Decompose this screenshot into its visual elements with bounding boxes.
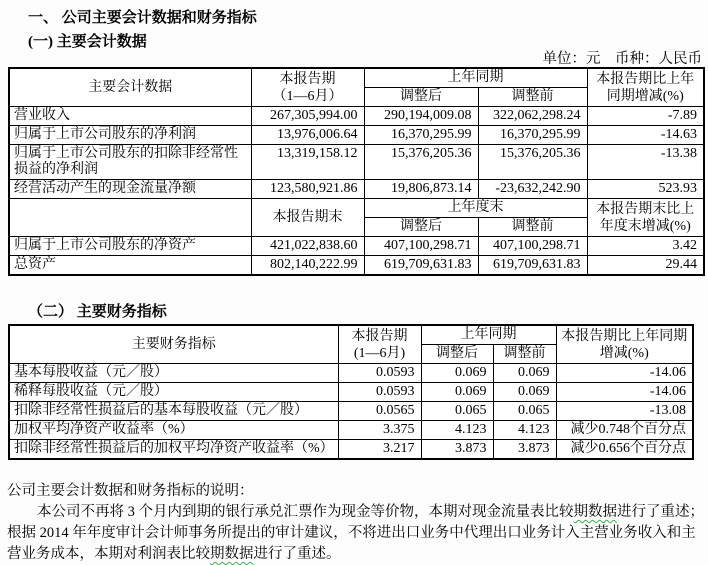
page-title: 一、 公司主要会计数据和财务指标 (28, 10, 257, 26)
col-header-line: 本报告期 (279, 71, 336, 87)
row-label: 营业收入 (9, 107, 251, 126)
cell-value: 290,194,009.08 (364, 107, 478, 126)
cell-value: 802,140,222.99 (251, 256, 364, 276)
cell-value: 0.069 (493, 383, 556, 402)
col-header-current-period (251, 68, 364, 107)
col-header-current-period (338, 325, 421, 364)
cell-value: 322,062,298.24 (478, 107, 587, 126)
col-header-line: 本报告期 (351, 328, 408, 344)
table-row (9, 364, 693, 383)
cell-value: 0.0593 (338, 364, 421, 383)
spellcheck-underlined-text: 期数据 (573, 504, 617, 520)
cell-value: 15,376,205.36 (364, 145, 478, 180)
cell-value: 267,305,994.00 (251, 107, 364, 126)
table-row (9, 145, 704, 180)
cell-value: -14.06 (556, 383, 693, 402)
section-heading-financial-indicators: （二） 主要财务指标 (28, 304, 167, 320)
row-label: 总资产 (9, 256, 251, 276)
row-label: 扣除非经常性损益后的加权平均净资产收益率（%） (9, 440, 338, 460)
cell-value: -14.06 (556, 364, 693, 383)
financial-indicators-table (8, 324, 694, 460)
cell-value: 0.069 (421, 383, 493, 402)
row-label: 基本每股收益（元／股） (9, 364, 338, 383)
col-header-line: 本报告期末比上 (596, 201, 695, 217)
row-label: 归属于上市公司股东的扣除非经常性损益的净利润 (9, 145, 251, 180)
table-row (9, 383, 693, 402)
table-row (9, 107, 704, 126)
table-row (9, 421, 693, 440)
cell-value: 619,709,631.83 (478, 256, 587, 276)
cell-value: 407,100,298.71 (364, 237, 478, 256)
table-row (9, 440, 693, 460)
cell-value: 0.0565 (338, 402, 421, 421)
note-text: 进行了重述； (617, 504, 704, 520)
cell-value: 3.873 (493, 440, 556, 460)
spellcheck-underlined-text: 期数据 (210, 546, 254, 562)
table-row (9, 126, 704, 145)
cell-value: -14.63 (587, 126, 704, 145)
table-row (9, 180, 704, 199)
col-header-line: 增减(%) (599, 345, 649, 361)
row-label: 经营活动产生的现金流量净额 (9, 180, 251, 199)
note-text: 营业务成本，本期对利润表比较 (7, 546, 210, 562)
col-header-change-pct (556, 325, 693, 364)
col-header-line: （1—6月） (272, 88, 343, 104)
cell-value: 421,022,838.60 (251, 237, 364, 256)
cell-value: 4.123 (421, 421, 493, 440)
cell-value: -13.38 (587, 145, 704, 180)
table-row (9, 237, 704, 256)
notes-section (7, 481, 707, 565)
col-header-financial-indicators: 主要财务指标 (9, 325, 338, 364)
note-text: 本公司不再将 3 个月内到期的银行承兑汇票作为现金等价物，本期对现金流量表比较 (37, 504, 574, 520)
cell-value: 3.42 (587, 237, 704, 256)
notes-paragraph-line (7, 502, 707, 523)
cell-value: -23,632,242.90 (478, 180, 587, 199)
cell-value: -13.08 (556, 402, 693, 421)
note-text: 进行了重述。 (253, 546, 341, 562)
col-header-prior-year-end: 上年度末 (364, 199, 587, 218)
col-header-adjusted-after: 调整后 (364, 88, 478, 107)
row-label: 稀释每股收益（元／股） (9, 383, 338, 402)
cell-value: 123,580,921.86 (251, 180, 364, 199)
row-label: 加权平均净资产收益率（%） (9, 421, 338, 440)
cell-value: 16,370,295.99 (478, 126, 587, 145)
cell-value: 16,370,295.99 (364, 126, 478, 145)
col-header-prior-year-period: 上年同期 (364, 68, 587, 88)
note-text: 根据 2014 年年度审计会计师事务所提出的审计建议，不将进出口业务中代理出口业务计入主营业务收入和主 (7, 525, 696, 541)
notes-paragraph-line (7, 523, 707, 544)
table-header-row (9, 68, 704, 88)
col-header-adjusted-before: 调整前 (478, 218, 587, 237)
cell-value: 523.93 (587, 180, 704, 199)
cell-value: 减少0.748个百分点 (556, 421, 693, 440)
col-header-line: 年度末增减(%) (599, 218, 691, 234)
cell-value: 407,100,298.71 (478, 237, 587, 256)
cell-value: 0.065 (493, 402, 556, 421)
cell-value: 4.123 (493, 421, 556, 440)
section-heading-accounting-data: (一) 主要会计数据 (28, 34, 147, 50)
cell-value: 减少0.656个百分点 (556, 440, 693, 460)
cell-value: 3.873 (421, 440, 493, 460)
col-header-line: (1—6月) (353, 345, 406, 361)
cell-value: -7.89 (587, 107, 704, 126)
table-row (9, 402, 693, 421)
col-header-line: 同期增减(%) (606, 88, 684, 104)
cell-value: 0.069 (421, 364, 493, 383)
cell-value: 3.375 (338, 421, 421, 440)
cell-value: 0.069 (493, 364, 556, 383)
row-label: 归属于上市公司股东的净资产 (9, 237, 251, 256)
col-header-line: 本报告期比上年 (596, 71, 695, 87)
notes-heading: 公司主要会计数据和财务指标的说明： (7, 483, 254, 499)
cell-value: 13,319,158.12 (251, 145, 364, 180)
col-header-period-end: 本报告期末 (251, 199, 364, 237)
cell-value: 3.217 (338, 440, 421, 460)
col-header-adjusted-before: 调整前 (478, 88, 587, 107)
table-header-row (9, 199, 704, 218)
cell-value: 19,806,873.14 (364, 180, 478, 199)
cell-value: 0.0593 (338, 383, 421, 402)
row-label: 归属于上市公司股东的净利润 (9, 126, 251, 145)
col-header-adjusted-after: 调整后 (421, 345, 493, 364)
table-row (9, 256, 704, 276)
col-header-prior-year-period: 上年同期 (421, 325, 556, 345)
col-header-adjusted-after: 调整后 (364, 218, 478, 237)
cell-value: 13,976,006.64 (251, 126, 364, 145)
col-header-change-pct (587, 68, 704, 107)
col-header-change-pct (587, 199, 704, 237)
cell-value: 29.44 (587, 256, 704, 276)
unit-currency-label: 单位：元 币种：人民币 (542, 51, 702, 67)
empty-header-cell (9, 199, 251, 237)
cell-value: 0.065 (421, 402, 493, 421)
table-header-row (9, 325, 693, 345)
row-label: 扣除非经常性损益后的基本每股收益（元／股） (9, 402, 338, 421)
col-header-accounting-data: 主要会计数据 (9, 68, 251, 107)
col-header-line: 本报告期比上年同期 (561, 328, 688, 344)
cell-value: 15,376,205.36 (478, 145, 587, 180)
col-header-adjusted-before: 调整前 (493, 345, 556, 364)
cell-value: 619,709,631.83 (364, 256, 478, 276)
accounting-data-table (8, 67, 705, 276)
